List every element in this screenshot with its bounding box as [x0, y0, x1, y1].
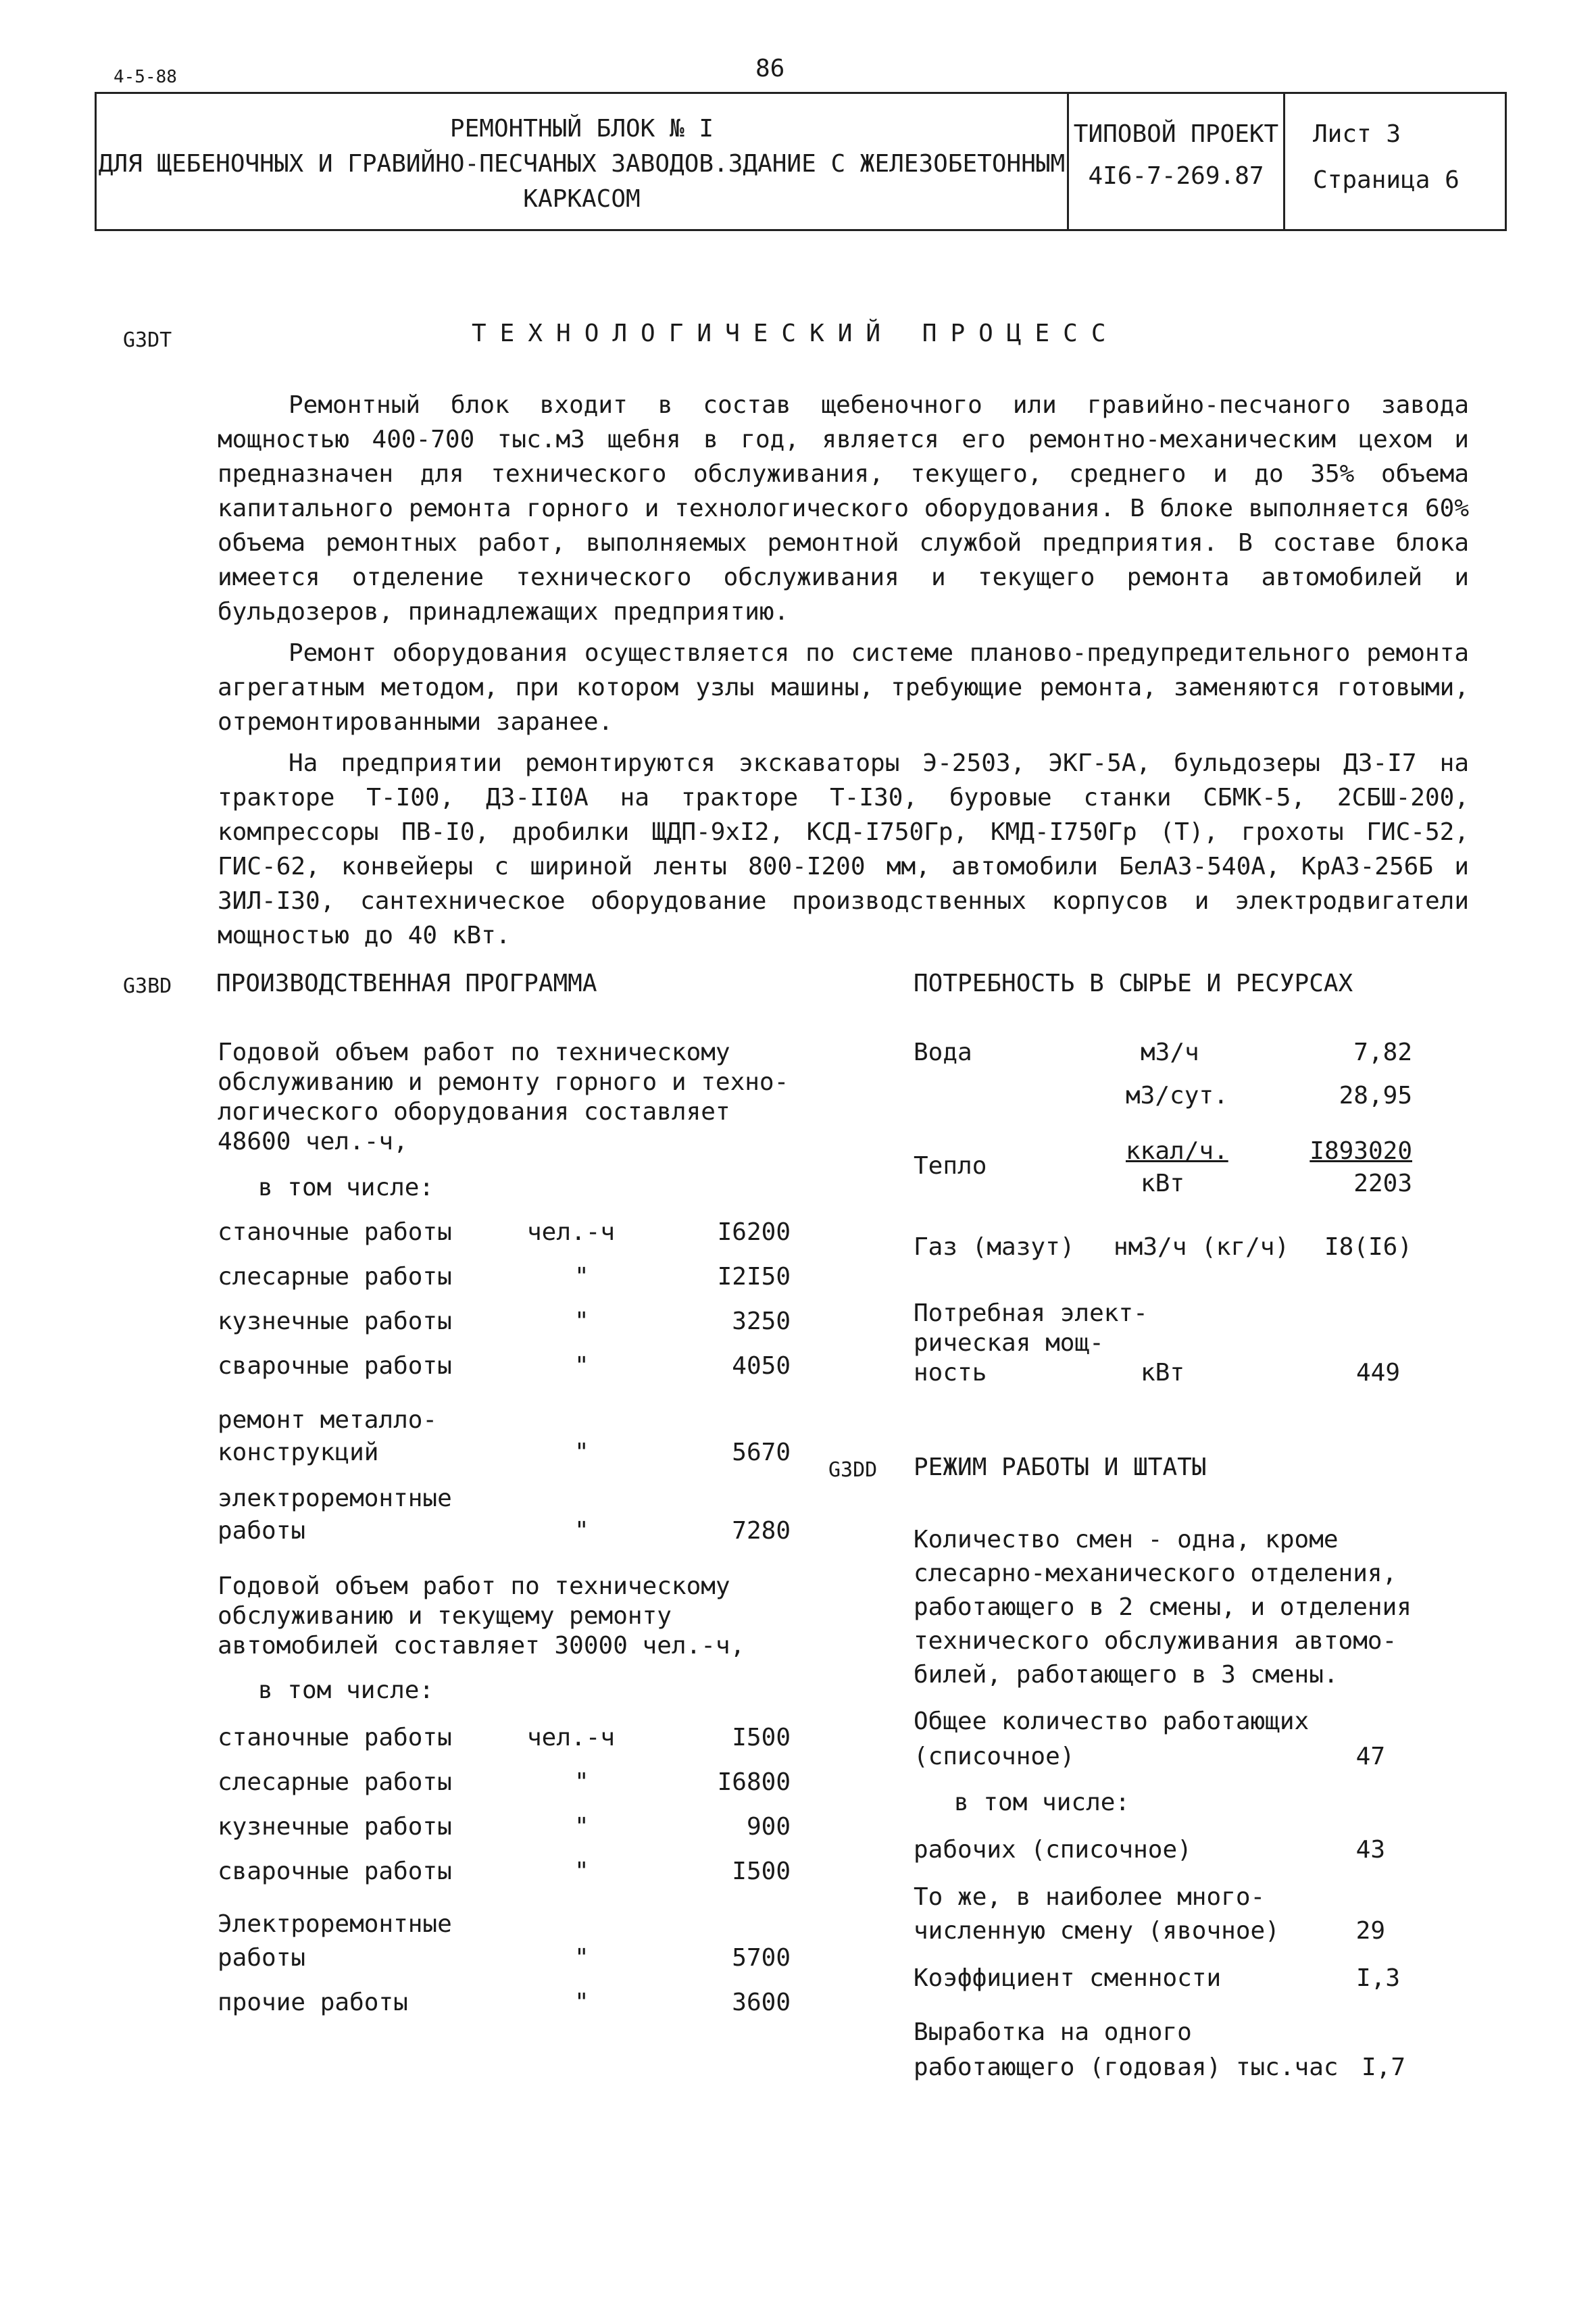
- workers-label: рабочих (списочное): [914, 1836, 1192, 1864]
- shifts-text: [914, 1523, 1412, 1692]
- work-value: 3600: [732, 1989, 791, 2016]
- work-unit: чел.-ч: [527, 1218, 616, 1246]
- output-value: I,7: [1361, 2053, 1405, 2081]
- section-code-program: G3BD: [123, 974, 172, 998]
- program-incl-1: в том числе:: [258, 1174, 434, 1201]
- work-unit: ": [574, 1858, 589, 1885]
- work-value: 900: [746, 1813, 791, 1841]
- text-line: логического оборудования составляет: [218, 1098, 730, 1126]
- output-label-2: работающего (годовая) тыс.час: [914, 2053, 1339, 2081]
- heat-value-kcal: I893020: [1310, 1137, 1412, 1165]
- work-value: I6200: [717, 1218, 791, 1246]
- title-line-2: ДЛЯ ЩЕБЕНОЧНЫХ И ГРАВИЙНО-ПЕСЧАНЫХ ЗАВОДОВ.ЗДАНИЕ С ЖЕЛЕЗОБЕТОННЫМ: [98, 150, 1066, 178]
- work-name: сварочные работы: [218, 1352, 452, 1380]
- project-number: 4I6-7-269.87: [1088, 162, 1264, 190]
- heat-unit-kcal: ккал/ч.: [1126, 1137, 1228, 1165]
- work-name: станочные работы: [218, 1724, 452, 1751]
- text-line: слесарно-механического отделения,: [914, 1560, 1397, 1587]
- work-value: 5700: [732, 1944, 791, 1972]
- total-staff-label-2: (списочное): [914, 1743, 1075, 1770]
- total-staff-value: 47: [1355, 1743, 1385, 1770]
- work-name: Электроремонтные: [218, 1910, 452, 1938]
- work-name: слесарные работы: [218, 1768, 452, 1796]
- work-name: прочие работы: [218, 1989, 408, 2016]
- work-unit: ": [574, 1352, 589, 1380]
- work-unit: ": [574, 1768, 589, 1796]
- largest-shift-value: 29: [1355, 1917, 1385, 1945]
- project-label: ТИПОВОЙ ПРОЕКТ: [1073, 120, 1279, 148]
- water-label: Вода: [914, 1039, 972, 1066]
- text-line: обслуживанию и текущему ремонту: [218, 1602, 672, 1630]
- largest-shift-label-2: численную смену (явочное): [914, 1917, 1280, 1945]
- shift-coefficient-value: I,3: [1355, 1964, 1400, 1992]
- water-unit-day: м3/сут.: [1126, 1082, 1228, 1110]
- text-line: Количество смен - одна, кроме: [914, 1526, 1339, 1553]
- work-value: I2I50: [717, 1263, 791, 1291]
- work-name: слесарные работы: [218, 1263, 452, 1291]
- title-block: [95, 92, 1507, 231]
- text-line: Годовой объем работ по техническому: [218, 1039, 730, 1066]
- paragraph: Ремонт оборудования осуществляется по системе планово-предупредительного ремонта агрегатным методом, при котором узлы машины, требующие ремонта, заменяются готовыми, отремонтированными заранее.: [218, 639, 1469, 736]
- tech-process-heading: ТЕХНОЛОГИЧЕСКИЙ ПРОЦЕСС: [472, 320, 1120, 347]
- work-name: электроремонтные: [218, 1485, 452, 1512]
- work-value: I500: [732, 1724, 791, 1751]
- heat-unit-kw: кВт: [1141, 1170, 1185, 1197]
- work-unit: ": [574, 1263, 589, 1291]
- power-label: [914, 1299, 1148, 1388]
- work-mode-heading: РЕЖИМ РАБОТЫ И ШТАТЫ: [914, 1453, 1207, 1481]
- workers-value: 43: [1355, 1836, 1385, 1864]
- power-unit: кВт: [1141, 1359, 1185, 1387]
- work-unit: чел.-ч: [527, 1724, 616, 1751]
- text-line: Потребная элект-: [914, 1299, 1148, 1327]
- work-name-cont: конструкций: [218, 1439, 379, 1466]
- text-line: технического обслуживания автомо-: [914, 1627, 1397, 1655]
- work-value: I6800: [717, 1768, 791, 1796]
- work-name-cont: работы: [218, 1944, 306, 1972]
- work-value: 5670: [732, 1439, 791, 1466]
- work-value: I500: [732, 1858, 791, 1885]
- gas-unit: нм3/ч (кг/ч): [1114, 1233, 1290, 1261]
- work-value: 4050: [732, 1352, 791, 1380]
- text-line: работающего в 2 смены, и отделения: [914, 1593, 1412, 1621]
- work-name: ремонт металло-: [218, 1406, 438, 1434]
- program-intro-1: [218, 1038, 789, 1157]
- text-line: Годовой объем работ по техническому: [218, 1572, 730, 1600]
- heat-label: Тепло: [914, 1152, 987, 1180]
- page-of-project: Страница 6: [1313, 166, 1460, 194]
- work-unit: ": [574, 1989, 589, 2016]
- text-line: обслуживанию и ремонту горного и техно-: [218, 1068, 789, 1096]
- work-unit: ": [574, 1517, 589, 1545]
- gas-value: I8(I6): [1324, 1233, 1412, 1261]
- staff-incl: в том числе:: [954, 1789, 1130, 1816]
- gas-label: Газ (мазут): [914, 1233, 1075, 1261]
- section-code-mode: G3DD: [828, 1458, 878, 1482]
- program-intro-2: [218, 1572, 745, 1661]
- text-line: ность: [914, 1359, 987, 1387]
- title-line-1: РЕМОНТНЫЙ БЛОК № I: [449, 115, 714, 143]
- work-name-cont: работы: [218, 1517, 306, 1545]
- page-number: 86: [755, 55, 785, 82]
- tech-process-text: [218, 388, 1469, 960]
- resources-heading: ПОТРЕБНОСТЬ В СЫРЬЕ И РЕСУРСАХ: [914, 970, 1353, 997]
- text-line: билей, работающего в 3 смены.: [914, 1661, 1339, 1689]
- water-value-hour: 7,82: [1353, 1039, 1412, 1066]
- work-name: кузнечные работы: [218, 1308, 452, 1335]
- text-line: рическая мощ-: [914, 1329, 1104, 1357]
- paragraph: На предприятии ремонтируются экскаваторы Э-2503, ЭКГ-5А, бульдозеры ДЗ-I7 на тракторе Т-I00, ДЗ-II0А на тракторе Т-I30, буровые станки СБМК-5, 2СБШ-200, компрессоры ПВ-I0, дробилки ЩДП-9хI2, КСД-I750Гр, КМД-I750Гр (Т), грохоты ГИС-52, ГИС-62, конвейеры с шириной ленты 800-I200 мм, автомобили БелАЗ-540А, КрАЗ-256Б и ЗИЛ-I30, сантехническое оборудование производственных корпусов и электродвигатели мощностью до 40 кВт.: [218, 749, 1469, 949]
- total-staff-label-1: Общее количество работающих: [914, 1708, 1310, 1735]
- corner-code: 4-5-88: [114, 67, 177, 87]
- work-name: кузнечные работы: [218, 1813, 452, 1841]
- text-line: автомобилей составляет 30000 чел.-ч,: [218, 1632, 745, 1660]
- work-name: сварочные работы: [218, 1858, 452, 1885]
- water-unit-hour: м3/ч: [1141, 1039, 1199, 1066]
- work-unit: ": [574, 1439, 589, 1466]
- section-code-tech: G3DT: [123, 328, 172, 352]
- work-value: 7280: [732, 1517, 791, 1545]
- text-line: 48600 чел.-ч,: [218, 1128, 408, 1155]
- work-unit: ": [574, 1813, 589, 1841]
- work-name: станочные работы: [218, 1218, 452, 1246]
- paragraph: Ремонтный блок входит в состав щебеночного или гравийно-песчаного завода мощностью 400-700 тыс.м3 щебня в год, является его ремонтно-механическим цехом и предназначен для технического обслуживания, текущего, среднего и до 35% объема капитального ремонта горного и технологического оборудования. В блоке выполняется 60% объема ремонтных работ, выполняемых ремонтной службой предприятия. В составе блока имеется отделение технического обслуживания и текущего ремонта автомобилей и бульдозеров, принадлежащих предприятию.: [218, 391, 1469, 626]
- sheet-number: Лист 3: [1313, 120, 1401, 148]
- table-row: [218, 1218, 452, 1247]
- program-incl-2: в том числе:: [258, 1676, 434, 1704]
- largest-shift-label-1: То же, в наиболее много-: [914, 1883, 1266, 1911]
- power-value: 449: [1355, 1359, 1400, 1387]
- work-unit: ": [574, 1308, 589, 1335]
- output-label-1: Выработка на одного: [914, 2018, 1192, 2046]
- program-heading: ПРОИЗВОДСТВЕННАЯ ПРОГРАММА: [216, 970, 597, 997]
- work-unit: ": [574, 1944, 589, 1972]
- shift-coefficient-label: Коэффициент сменности: [914, 1964, 1222, 1992]
- work-value: 3250: [732, 1308, 791, 1335]
- title-line-3: КАРКАСОМ: [523, 185, 641, 213]
- water-value-day: 28,95: [1339, 1082, 1412, 1110]
- heat-value-kw: 2203: [1353, 1170, 1412, 1197]
